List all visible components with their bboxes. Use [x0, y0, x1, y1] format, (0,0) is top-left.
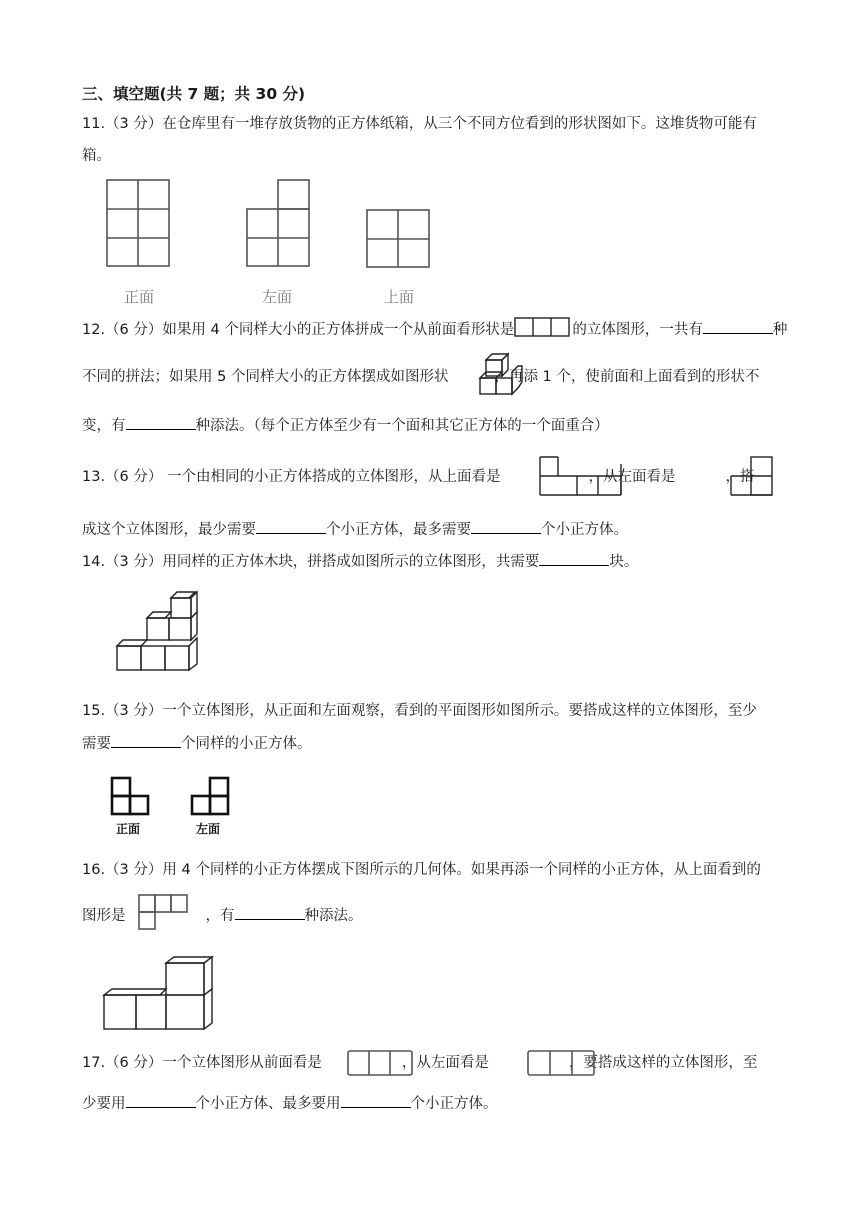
q11-caption-top: 上面: [384, 288, 415, 306]
q12-line2: [82, 367, 759, 387]
q17-line1-part3: ，要搭成这样的立体图形，至: [568, 1055, 758, 1071]
q12-line1-part3: 种: [772, 322, 788, 338]
q16-geometry-figure: [102, 955, 214, 1035]
q15-caption-left: 左面: [196, 822, 221, 836]
q11-text-line2: 箱。: [82, 148, 111, 164]
q14-line1-part1: 14.（3 分）用同样的正方体木块，拼搭成如图所示的立体图形，共需要: [82, 554, 540, 570]
q13-answer-blank-1[interactable]: [256, 519, 326, 534]
q16-top-view-figure: [138, 894, 192, 934]
q13-line2-part1: 成这个立体图形，最少需要: [82, 522, 256, 538]
q12-line3-part1: 变，有: [82, 418, 126, 434]
q15-front-view-figure: [110, 776, 150, 818]
q17-line1-part1: 17.（6 分）一个立体图形从前面看是: [82, 1055, 322, 1071]
q12-three-squares-icon: [514, 317, 572, 337]
q12-answer-blank-2[interactable]: [126, 415, 196, 430]
q13-top-view-figure: [539, 456, 625, 498]
q13-left-view-figure: [730, 456, 776, 498]
q11-caption-left: 左面: [262, 288, 293, 306]
q17-front-view-figure: [347, 1050, 415, 1078]
q13-line2-part2: 个小正方体，最多需要: [326, 522, 471, 538]
q12-line1: [82, 314, 787, 340]
q14-line1: [82, 551, 638, 572]
q13-line2: [82, 519, 628, 540]
q17-left-view-figure: [527, 1050, 597, 1078]
q15-line1: 15.（3 分）一个立体图形，从正面和左面观察，看到的平面图形如图所示。要搭成这样的立体图形，至少: [82, 703, 757, 719]
q13-answer-blank-2[interactable]: [471, 519, 541, 534]
q16-line2-part3: 种添法。: [304, 908, 363, 924]
q15-left-view-figure: [190, 776, 230, 818]
q12-cube-stack-figure: [478, 352, 526, 398]
q11-text-line1: 11.（3 分）在仓库里有一堆存放货物的正方体纸箱，从三个不同方位看到的形状图如下。这堆货物可能有: [82, 116, 757, 132]
q11-caption-front: 正面: [124, 288, 155, 306]
q13-line2-part3: 个小正方体。: [541, 522, 628, 538]
q15-answer-blank[interactable]: [111, 733, 181, 748]
q15-caption-front: 正面: [116, 822, 141, 836]
q12-line2-part1: 不同的拼法；如果用 5 个同样大小的正方体摆成如图形状: [82, 369, 449, 385]
q11-left-view-figure: [247, 180, 311, 268]
q17-line2: [82, 1093, 498, 1114]
q12-line3-part2: 种添法。（每个正方体至少有一个面和其它正方体的一个面重合）: [195, 418, 609, 434]
q12-answer-blank-1[interactable]: [703, 319, 773, 334]
q15-line2-part2: 个同样的小正方体。: [181, 736, 312, 752]
q17-line2-part2: 个小正方体、最多要用: [195, 1096, 341, 1112]
q15-line2: [82, 733, 312, 754]
q17-answer-blank-2[interactable]: [341, 1093, 411, 1108]
q14-line1-part2: 块。: [609, 554, 639, 570]
q14-staircase-cubes-figure: [113, 588, 203, 678]
q13-line1-part1: 13.（6 分） 一个由相同的小正方体搭成的立体图形，从上面看是: [82, 469, 501, 485]
q16-line2: [82, 905, 363, 926]
q17-line1: [82, 1053, 757, 1073]
q13-line1-part3: ，搭: [725, 469, 755, 485]
q11-top-view-figure: [367, 210, 431, 270]
q17-line2-part3: 个小正方体。: [410, 1096, 498, 1112]
q17-line1-part2: ，从左面看是: [401, 1055, 489, 1071]
q16-line1: 16.（3 分）用 4 个同样的小正方体摆成下图所示的几何体。如果再添一个同样的小正方体，从上面看到的: [82, 862, 761, 878]
q17-line2-part1: 少要用: [82, 1096, 126, 1112]
q14-answer-blank[interactable]: [539, 551, 609, 566]
q13-line1: [82, 467, 755, 487]
q12-line3: [82, 415, 609, 436]
q17-answer-blank-1[interactable]: [126, 1093, 196, 1108]
q12-line1-part1: 12.（6 分）如果用 4 个同样大小的正方体拼成一个从前面看形状是: [82, 322, 515, 338]
q16-line2-part2: ，有: [205, 908, 235, 924]
q11-front-view-figure: [107, 180, 171, 268]
q12-line1-part2: 的立体图形，一共有: [572, 322, 703, 338]
q12-line2-part2: ，再添 1 个，使前面和上面看到的形状不: [494, 369, 760, 385]
section-title: 三、填空题(共 7 题；共 30 分): [82, 85, 306, 103]
q13-line1-part2: ，从左面看是: [588, 469, 676, 485]
q16-answer-blank[interactable]: [235, 905, 305, 920]
q15-line2-part1: 需要: [82, 736, 111, 752]
q16-line2-part1: 图形是: [82, 908, 126, 924]
